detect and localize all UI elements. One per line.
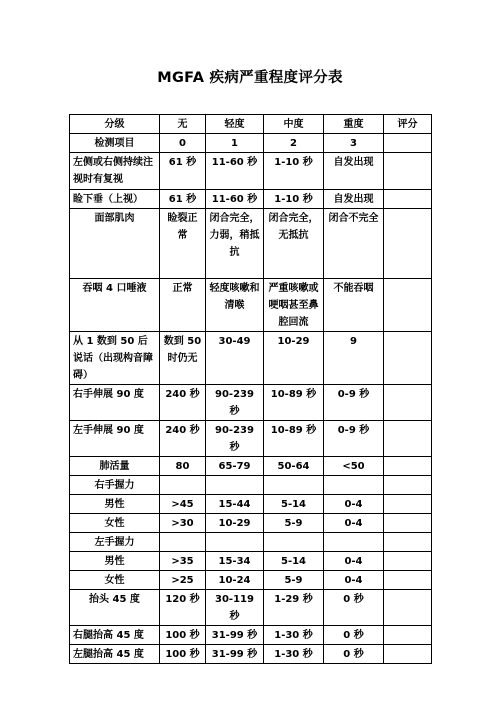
cell-moderate: 严重咳嗽或哽咽甚至鼻腔回流: [264, 279, 324, 332]
cell-mild: 10-29: [206, 514, 264, 533]
cell-item: 女性: [70, 514, 160, 533]
cell-severe: 9: [324, 332, 384, 385]
cell-none: 睑裂正常: [160, 209, 206, 279]
cell-none: 240 秒: [160, 421, 206, 457]
cell-mild: 31-99 秒: [206, 626, 264, 645]
cell-none: 100 秒: [160, 645, 206, 664]
cell-mild: [206, 533, 264, 552]
cell-mild: 11-60 秒: [206, 153, 264, 190]
cell-mild: 30-119 秒: [206, 590, 264, 626]
cell-severe: 3: [324, 134, 384, 153]
table-row: [70, 209, 432, 279]
cell-item: 左手伸展 90 度: [70, 421, 160, 457]
cell-moderate: 2: [264, 134, 324, 153]
cell-mild: 11-60 秒: [206, 190, 264, 209]
cell-score: [384, 626, 432, 645]
cell-none: >45: [160, 495, 206, 514]
cell-moderate: 10-89 秒: [264, 385, 324, 421]
cell-severe: 0-4: [324, 495, 384, 514]
table-row: [70, 279, 432, 332]
cell-score: [384, 279, 432, 332]
cell-severe: 0-4: [324, 571, 384, 590]
header-cell-severe: 重度: [324, 115, 384, 134]
cell-severe: [324, 533, 384, 552]
cell-severe: 0-4: [324, 514, 384, 533]
cell-mild: 30-49: [206, 332, 264, 385]
cell-none: 0: [160, 134, 206, 153]
header-cell-grade: 分级: [70, 115, 160, 134]
cell-item: 右手伸展 90 度: [70, 385, 160, 421]
cell-item: 吞咽 4 口唾液: [70, 279, 160, 332]
cell-severe: 闭合不完全: [324, 209, 384, 279]
cell-moderate: 1-10 秒: [264, 153, 324, 190]
cell-item: 从 1 数到 50 后说话（出现构音障碍）: [70, 332, 160, 385]
cell-moderate: [264, 476, 324, 495]
cell-moderate: 5-14: [264, 552, 324, 571]
cell-score: [384, 209, 432, 279]
cell-severe: 0 秒: [324, 590, 384, 626]
cell-item: 左手握力: [70, 533, 160, 552]
cell-score: [384, 495, 432, 514]
cell-severe: 自发出现: [324, 190, 384, 209]
table-row: [70, 476, 432, 495]
cell-severe: [324, 476, 384, 495]
cell-moderate: 10-29: [264, 332, 324, 385]
table-row: [70, 421, 432, 457]
cell-moderate: [264, 533, 324, 552]
cell-score: [384, 590, 432, 626]
table-row: [70, 571, 432, 590]
cell-severe: 不能吞咽: [324, 279, 384, 332]
cell-score: [384, 190, 432, 209]
cell-score: [384, 153, 432, 190]
cell-score: [384, 421, 432, 457]
cell-none: 数到 50 时仍无: [160, 332, 206, 385]
cell-score: [384, 552, 432, 571]
cell-mild: 10-24: [206, 571, 264, 590]
cell-item: 左侧或右侧持续注视时有复视: [70, 153, 160, 190]
cell-score: [384, 385, 432, 421]
table-row: [70, 332, 432, 385]
table-row: [70, 153, 432, 190]
cell-moderate: 5-9: [264, 514, 324, 533]
table-row: [70, 385, 432, 421]
cell-item: 右手握力: [70, 476, 160, 495]
cell-none: [160, 533, 206, 552]
cell-item: 肺活量: [70, 457, 160, 476]
cell-severe: 0 秒: [324, 645, 384, 664]
cell-moderate: 闭合完全，无抵抗: [264, 209, 324, 279]
cell-severe: 0-4: [324, 552, 384, 571]
cell-mild: 15-34: [206, 552, 264, 571]
table-row: [70, 190, 432, 209]
cell-score: [384, 645, 432, 664]
cell-none: [160, 476, 206, 495]
table-row: [70, 645, 432, 664]
cell-none: >35: [160, 552, 206, 571]
cell-item: 抬头 45 度: [70, 590, 160, 626]
cell-none: 80: [160, 457, 206, 476]
mgfa-score-table: [69, 114, 432, 664]
cell-none: 61 秒: [160, 190, 206, 209]
cell-none: 100 秒: [160, 626, 206, 645]
cell-moderate: 1-29 秒: [264, 590, 324, 626]
table-row: [70, 590, 432, 626]
cell-mild: 90-239 秒: [206, 421, 264, 457]
table-row: [70, 134, 432, 153]
cell-none: 120 秒: [160, 590, 206, 626]
cell-mild: 15-44: [206, 495, 264, 514]
cell-moderate: 1-10 秒: [264, 190, 324, 209]
cell-severe: <50: [324, 457, 384, 476]
cell-severe: 0-9 秒: [324, 385, 384, 421]
cell-none: 240 秒: [160, 385, 206, 421]
cell-mild: 闭合完全，力弱，稍抵抗: [206, 209, 264, 279]
cell-score: [384, 476, 432, 495]
cell-item: 女性: [70, 571, 160, 590]
cell-item: 睑下垂（上视）: [70, 190, 160, 209]
cell-score: [384, 134, 432, 153]
cell-item: 面部肌肉: [70, 209, 160, 279]
table-row: [70, 552, 432, 571]
cell-item: 检测项目: [70, 134, 160, 153]
table-header-row: [70, 115, 432, 134]
cell-moderate: 1-30 秒: [264, 626, 324, 645]
table-row: [70, 495, 432, 514]
cell-score: [384, 457, 432, 476]
page-title: MGFA 疾病严重程度评分表: [157, 70, 343, 86]
cell-moderate: 50-64: [264, 457, 324, 476]
cell-none: >30: [160, 514, 206, 533]
cell-item: 男性: [70, 552, 160, 571]
cell-score: [384, 332, 432, 385]
header-cell-mild: 轻度: [206, 115, 264, 134]
cell-mild: 31-99 秒: [206, 645, 264, 664]
cell-moderate: 1-30 秒: [264, 645, 324, 664]
cell-severe: 自发出现: [324, 153, 384, 190]
cell-item: 左腿抬高 45 度: [70, 645, 160, 664]
cell-mild: [206, 476, 264, 495]
cell-moderate: 5-9: [264, 571, 324, 590]
table-row: [70, 626, 432, 645]
header-cell-none: 无: [160, 115, 206, 134]
cell-mild: 1: [206, 134, 264, 153]
cell-score: [384, 514, 432, 533]
cell-mild: 65-79: [206, 457, 264, 476]
cell-none: 61 秒: [160, 153, 206, 190]
cell-score: [384, 571, 432, 590]
cell-moderate: 5-14: [264, 495, 324, 514]
cell-none: 正常: [160, 279, 206, 332]
cell-item: 男性: [70, 495, 160, 514]
cell-item: 右腿抬高 45 度: [70, 626, 160, 645]
cell-severe: 0-9 秒: [324, 421, 384, 457]
table-row: [70, 457, 432, 476]
cell-none: >25: [160, 571, 206, 590]
cell-mild: 90-239 秒: [206, 385, 264, 421]
header-cell-moderate: 中度: [264, 115, 324, 134]
cell-severe: 0 秒: [324, 626, 384, 645]
cell-mild: 轻度咳嗽和清喉: [206, 279, 264, 332]
cell-moderate: 10-89 秒: [264, 421, 324, 457]
cell-score: [384, 533, 432, 552]
header-cell-score: 评分: [384, 115, 432, 134]
table-row: [70, 514, 432, 533]
table-row: [70, 533, 432, 552]
